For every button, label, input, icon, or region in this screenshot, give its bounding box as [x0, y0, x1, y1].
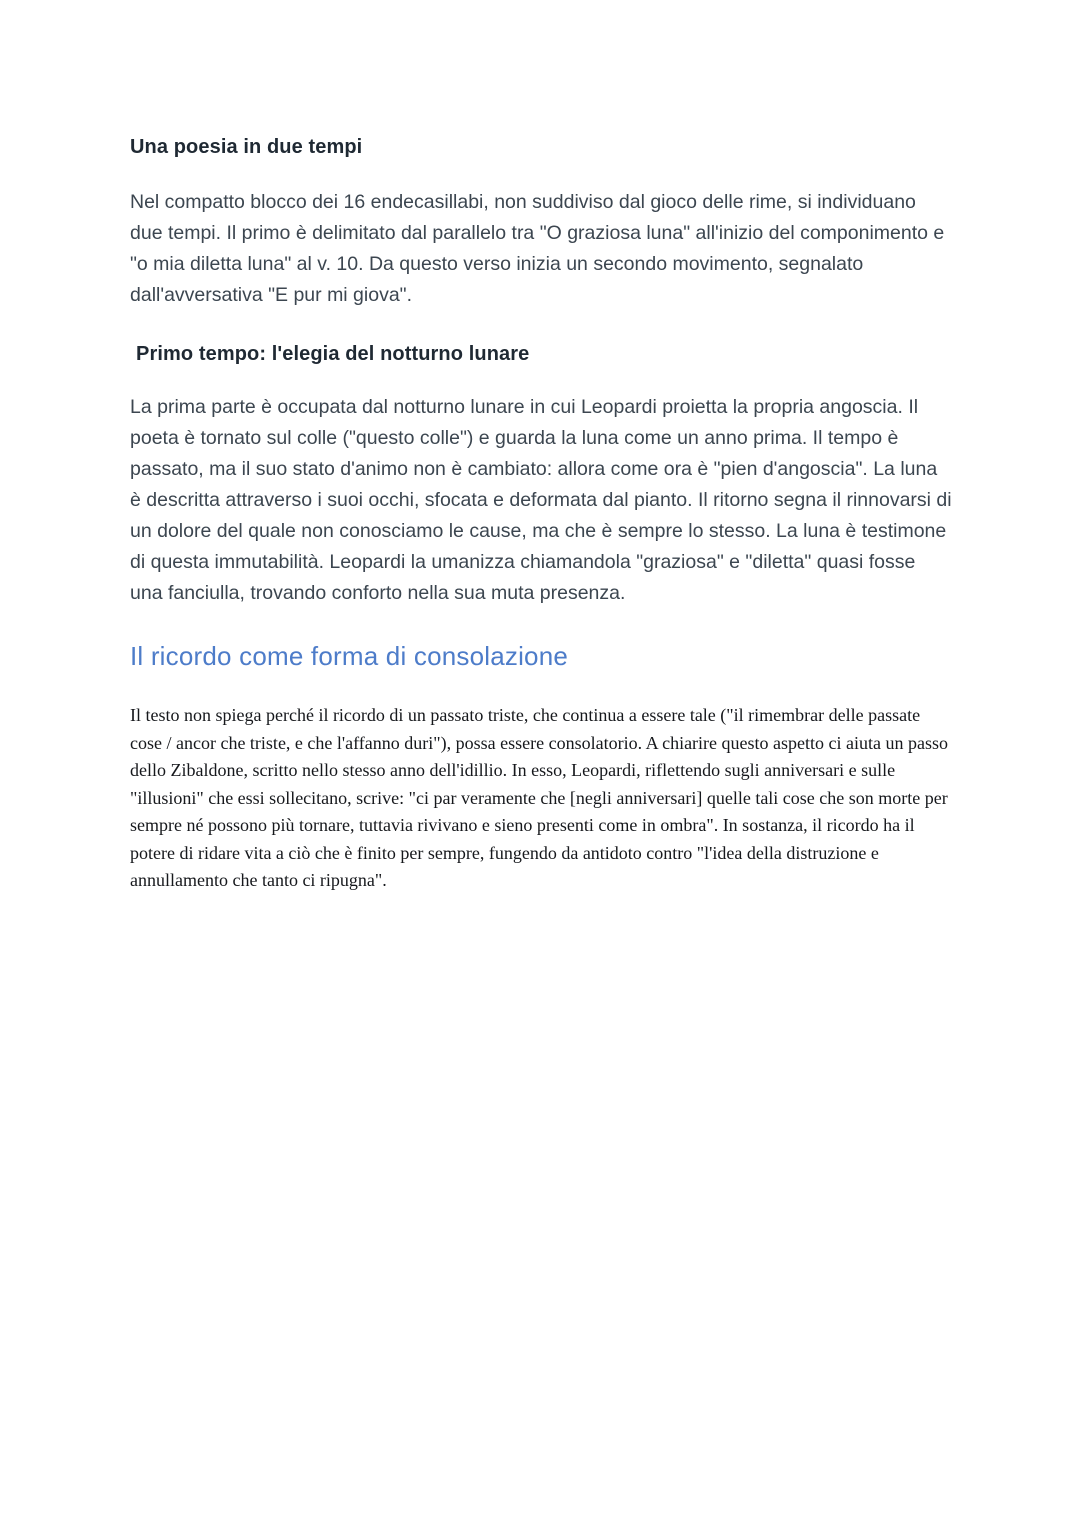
- paragraph-due-tempi: Nel compatto blocco dei 16 endecasillabi, non suddiviso dal gioco delle rime, si individuano due tempi. Il primo è delimitato dal parallelo tra "O graziosa luna" all'inizio del componimento e "o mia diletta luna" al v. 10. Da questo verso inizia un secondo movimento, segnalato dall'avversativa "E pur mi giova".: [130, 191, 945, 306]
- section-heading-una-poesia-in-due-tempi: Una poesia in due tempi: [130, 136, 363, 158]
- paragraph-ricordo-zibaldone: Il testo non spiega perché il ricordo di un passato triste, che continua a essere tale ("il rimembrar delle passate cose / ancor che triste, e che l'affanno duri"), possa essere consolatorio. A chiarire questo aspetto ci aiuta un passo dello Zibaldone, scritto nello stesso anno dell'idillio. In esso, Leopardi, riflettendo sugli anniversari e sulle "illusioni" che essi sollecitano, scrive: "ci par veramente che [negli anniversari] quelle tali cose che son morte per sempre né possono più tornare, tuttavia rivivano e sieno presenti come in ombra". In sostanza, il ricordo ha il potere di ridare vita a ciò che è finito per sempre, fungendo da antidoto contro "l'idea della distruzione e annullamento che tanto ci ripugna".: [130, 705, 948, 890]
- section-heading-ricordo-consolazione: Il ricordo come forma di consolazione: [130, 641, 569, 671]
- section-heading-primo-tempo: Primo tempo: l'elegia del notturno lunare: [136, 343, 530, 365]
- document-content: [130, 136, 952, 895]
- paragraph-notturno-lunare: La prima parte è occupata dal notturno lunare in cui Leopardi proietta la propria angoscia. Il poeta è tornato sul colle ("questo colle") e guarda la luna come un anno prima. Il tempo è passato, ma il suo stato d'animo non è cambiato: allora come ora è "pien d'angoscia". La luna è descritta attraverso i suoi occhi, sfocata e deformata dal pianto. Il ritorno segna il rinnovarsi di un dolore del quale non conosciamo le cause, ma che è sempre lo stesso. La luna è testimone di questa immutabilità. Leopardi la umanizza chiamandola "graziosa" e "diletta" quasi fosse una fanciulla, trovando conforto nella sua muta presenza.: [130, 396, 952, 604]
